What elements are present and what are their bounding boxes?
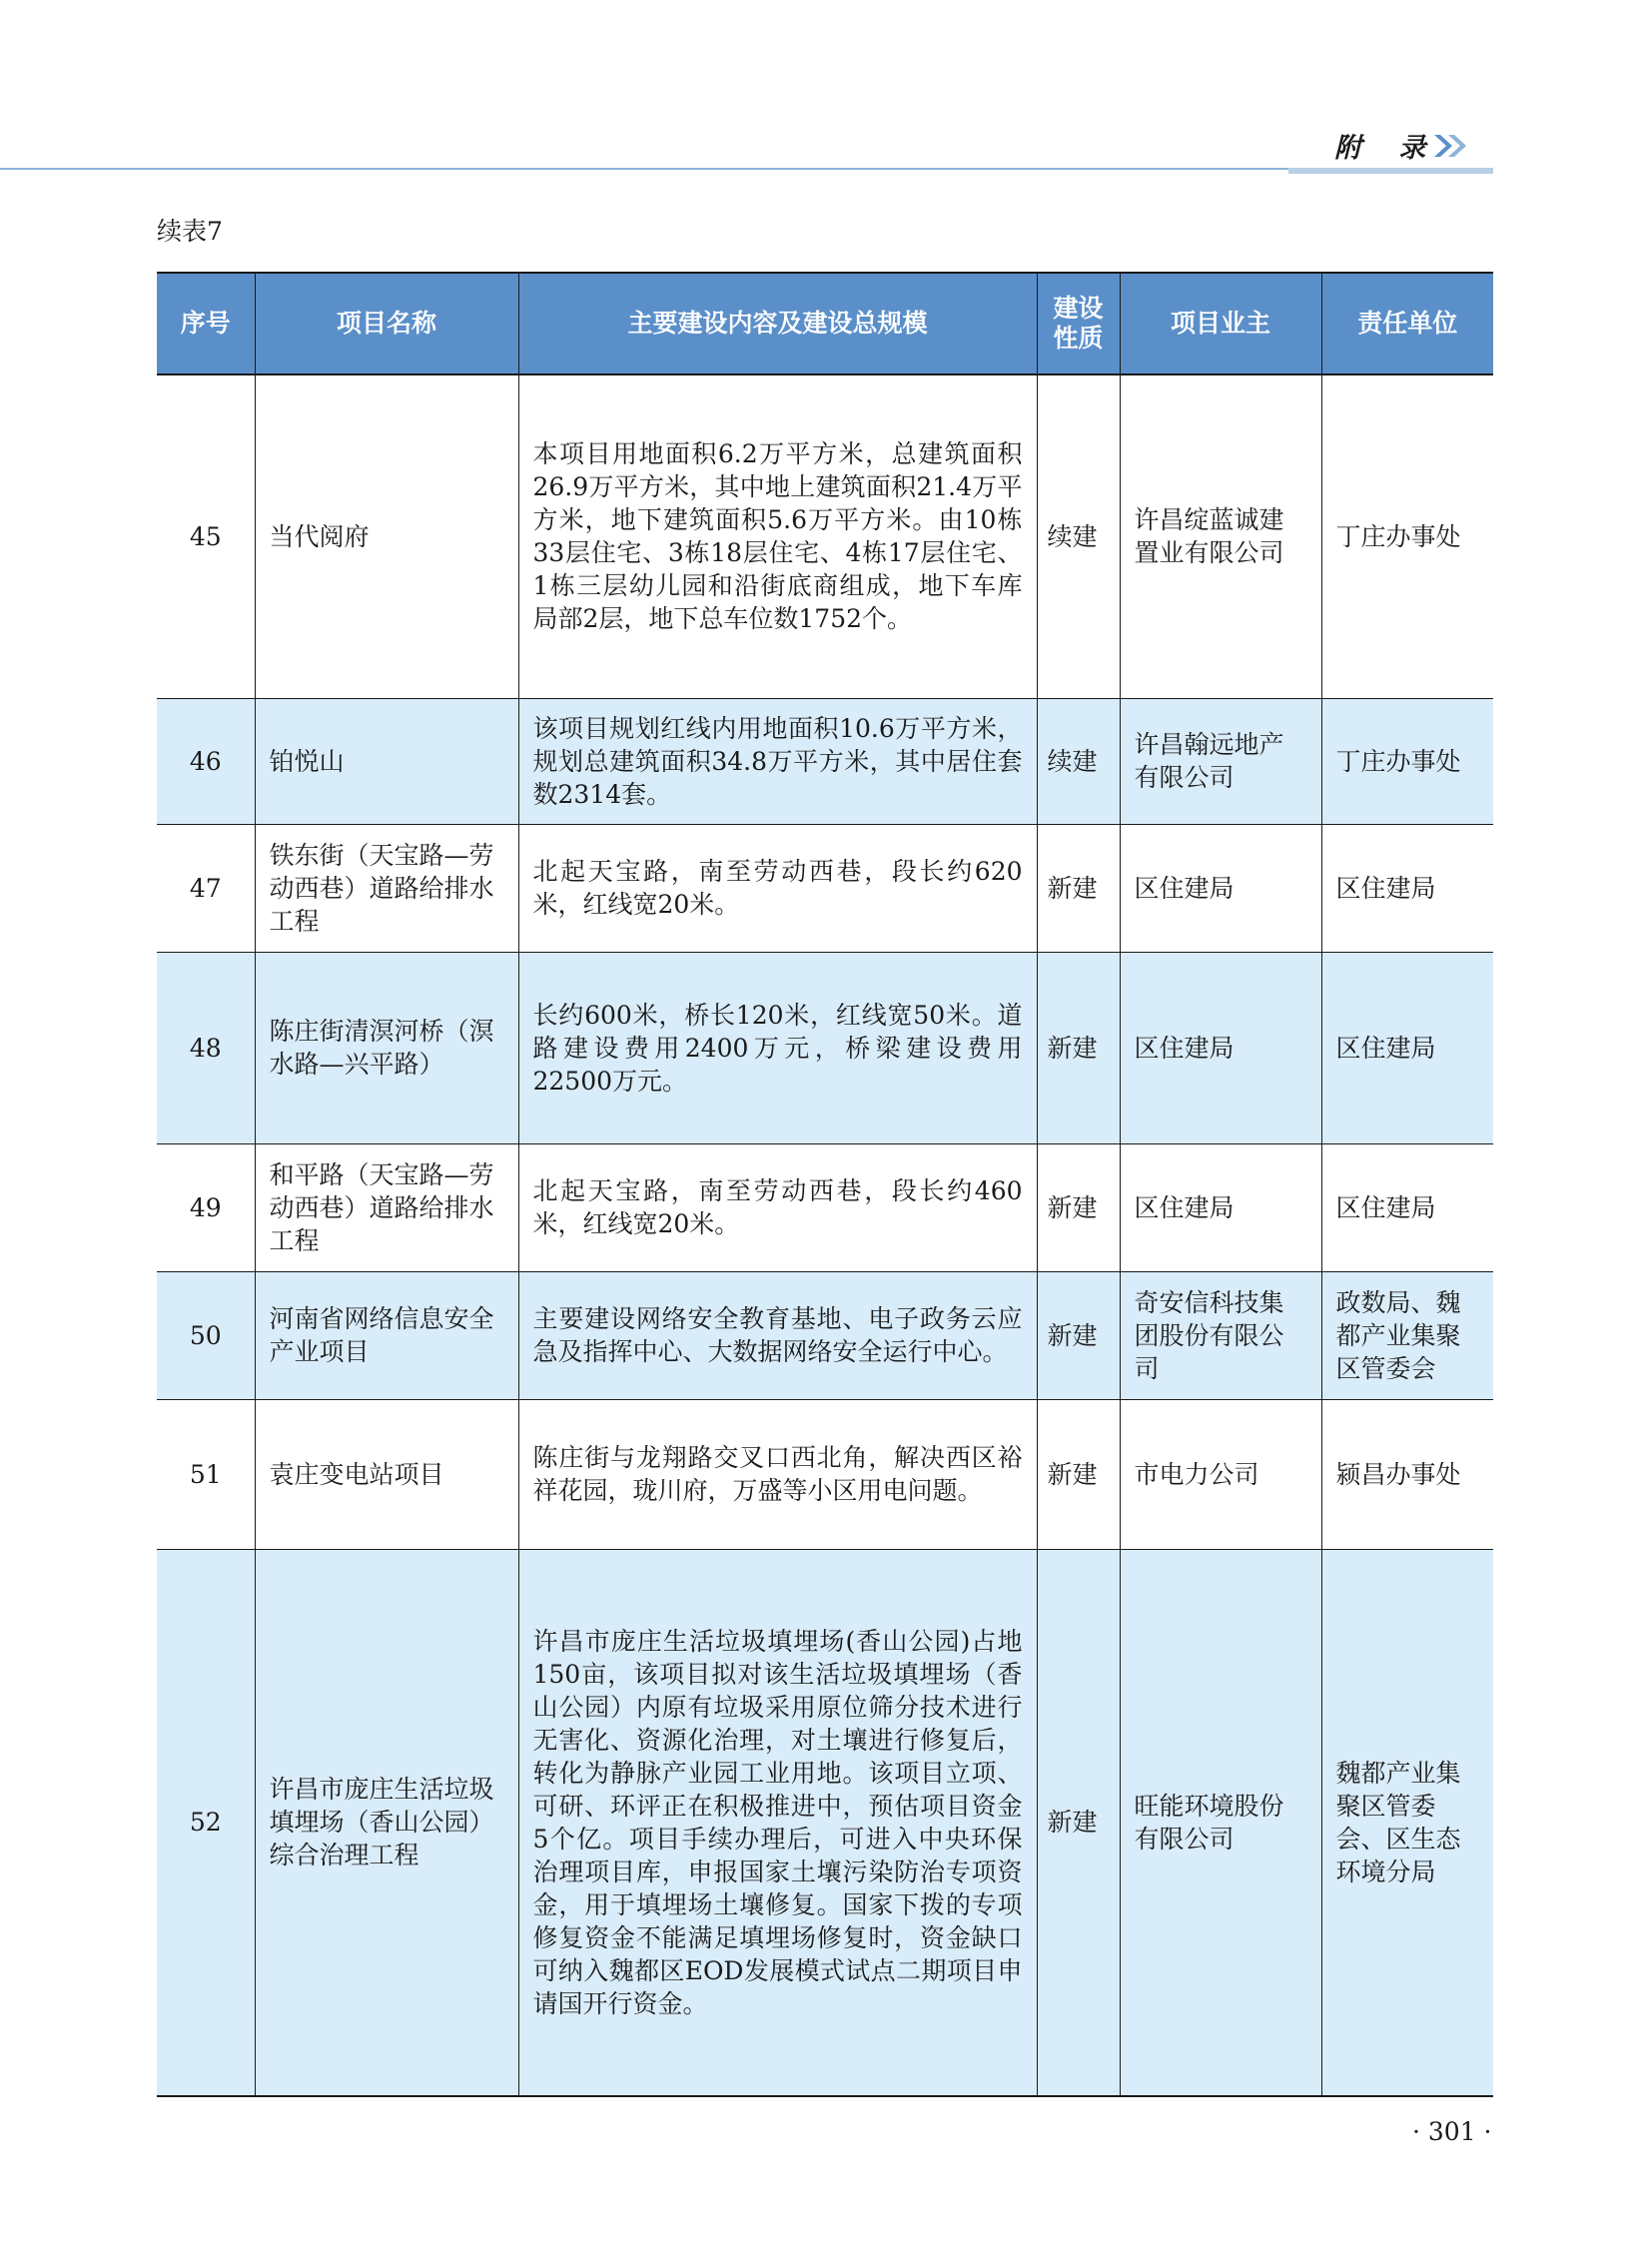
cell-owner: 奇安信科技集团股份有限公司 — [1120, 1271, 1321, 1399]
cell-type: 新建 — [1037, 1549, 1120, 2096]
cell-unit: 区住建局 — [1321, 952, 1493, 1143]
cell-name: 当代阅府 — [255, 374, 518, 698]
table-caption: 续表7 — [157, 217, 223, 246]
cell-owner: 区住建局 — [1120, 1143, 1321, 1271]
section-title: 附 录 — [1334, 133, 1440, 164]
table-row — [157, 952, 1493, 1143]
cell-type: 新建 — [1037, 1399, 1120, 1549]
cell-no: 45 — [157, 374, 255, 698]
cell-name: 铂悦山 — [255, 698, 518, 824]
cell-owner: 区住建局 — [1120, 952, 1321, 1143]
cell-name: 陈庄街清溟河桥（溟水路—兴平路） — [255, 952, 518, 1143]
cell-type: 续建 — [1037, 698, 1120, 824]
cell-no: 52 — [157, 1549, 255, 2096]
page-number: · 301 · — [1412, 2117, 1492, 2146]
cell-unit: 丁庄办事处 — [1321, 698, 1493, 824]
cell-owner: 区住建局 — [1120, 824, 1321, 952]
cell-unit: 丁庄办事处 — [1321, 374, 1493, 698]
project-table — [157, 272, 1493, 2097]
cell-no: 47 — [157, 824, 255, 952]
cell-no: 49 — [157, 1143, 255, 1271]
table-row — [157, 698, 1493, 824]
col-header-scale: 主要建设内容及建设总规模 — [518, 273, 1037, 374]
cell-scale: 北起天宝路，南至劳动西巷，段长约620米，红线宽20米。 — [518, 824, 1037, 952]
cell-name: 袁庄变电站项目 — [255, 1399, 518, 1549]
cell-type: 新建 — [1037, 824, 1120, 952]
cell-name: 河南省网络信息安全产业项目 — [255, 1271, 518, 1399]
cell-unit: 颍昌办事处 — [1321, 1399, 1493, 1549]
cell-no: 48 — [157, 952, 255, 1143]
cell-type: 续建 — [1037, 374, 1120, 698]
cell-type: 新建 — [1037, 1143, 1120, 1271]
table-row — [157, 1399, 1493, 1549]
cell-no: 46 — [157, 698, 255, 824]
cell-owner: 旺能环境股份有限公司 — [1120, 1549, 1321, 2096]
table-row — [157, 1143, 1493, 1271]
col-header-no: 序号 — [157, 273, 255, 374]
cell-scale: 北起天宝路，南至劳动西巷，段长约460米，红线宽20米。 — [518, 1143, 1037, 1271]
header-rule — [0, 168, 1288, 170]
double-chevron-right-icon — [1432, 133, 1472, 159]
col-header-owner: 项目业主 — [1120, 273, 1321, 374]
cell-owner: 许昌翰远地产有限公司 — [1120, 698, 1321, 824]
cell-type: 新建 — [1037, 1271, 1120, 1399]
cell-no: 50 — [157, 1271, 255, 1399]
table-header-row — [157, 273, 1493, 374]
cell-scale: 主要建设网络安全教育基地、电子政务云应急及指挥中心、大数据网络安全运行中心。 — [518, 1271, 1037, 1399]
cell-unit: 区住建局 — [1321, 824, 1493, 952]
table-row — [157, 824, 1493, 952]
cell-name: 铁东街（天宝路—劳动西巷）道路给排水工程 — [255, 824, 518, 952]
cell-unit: 政数局、魏都产业集聚区管委会 — [1321, 1271, 1493, 1399]
cell-scale: 长约600米，桥长120米，红线宽50米。道路建设费用2400万元，桥梁建设费用22500万元。 — [518, 952, 1037, 1143]
cell-scale: 陈庄街与龙翔路交叉口西北角，解决西区裕祥花园，珑川府，万盛等小区用电问题。 — [518, 1399, 1037, 1549]
header-rule-accent — [1288, 168, 1493, 174]
cell-unit: 魏都产业集聚区管委会、区生态环境分局 — [1321, 1549, 1493, 2096]
cell-scale: 该项目规划红线内用地面积10.6万平方米，规划总建筑面积34.8万平方米，其中居住套数2314套。 — [518, 698, 1037, 824]
table-row — [157, 374, 1493, 698]
cell-owner: 许昌绽蓝诚建置业有限公司 — [1120, 374, 1321, 698]
cell-type: 新建 — [1037, 952, 1120, 1143]
cell-name: 和平路（天宝路—劳动西巷）道路给排水工程 — [255, 1143, 518, 1271]
cell-unit: 区住建局 — [1321, 1143, 1493, 1271]
cell-name: 许昌市庞庄生活垃圾填埋场（香山公园）综合治理工程 — [255, 1549, 518, 2096]
cell-no: 51 — [157, 1399, 255, 1549]
cell-scale: 许昌市庞庄生活垃圾填埋场(香山公园)占地150亩，该项目拟对该生活垃圾填埋场（香山公园）内原有垃圾采用原位筛分技术进行无害化、资源化治理，对土壤进行修复后，转化为静脉产业园工业用地。该项目立项、可研、环评正在积极推进中，预估项目资金5个亿。项目手续办理后，可进入中央环保治理项目库，申报国家土壤污染防治专项资金，用于填埋场土壤修复。国家下拨的专项修复资金不能满足填埋场修复时，资金缺口可纳入魏都区EOD发展模式试点二期项目申请国开行资金。 — [518, 1549, 1037, 2096]
col-header-name: 项目名称 — [255, 273, 518, 374]
table-row — [157, 1271, 1493, 1399]
cell-owner: 市电力公司 — [1120, 1399, 1321, 1549]
col-header-unit: 责任单位 — [1321, 273, 1493, 374]
col-header-type: 建设性质 — [1037, 273, 1120, 374]
table-row — [157, 1549, 1493, 2096]
cell-scale: 本项目用地面积6.2万平方米，总建筑面积26.9万平方米，其中地上建筑面积21.4万平方米，地下建筑面积5.6万平方米。由10栋33层住宅、3栋18层住宅、4栋17层住宅、1栋三层幼儿园和沿街底商组成，地下车库局部2层，地下总车位数1752个。 — [518, 374, 1037, 698]
